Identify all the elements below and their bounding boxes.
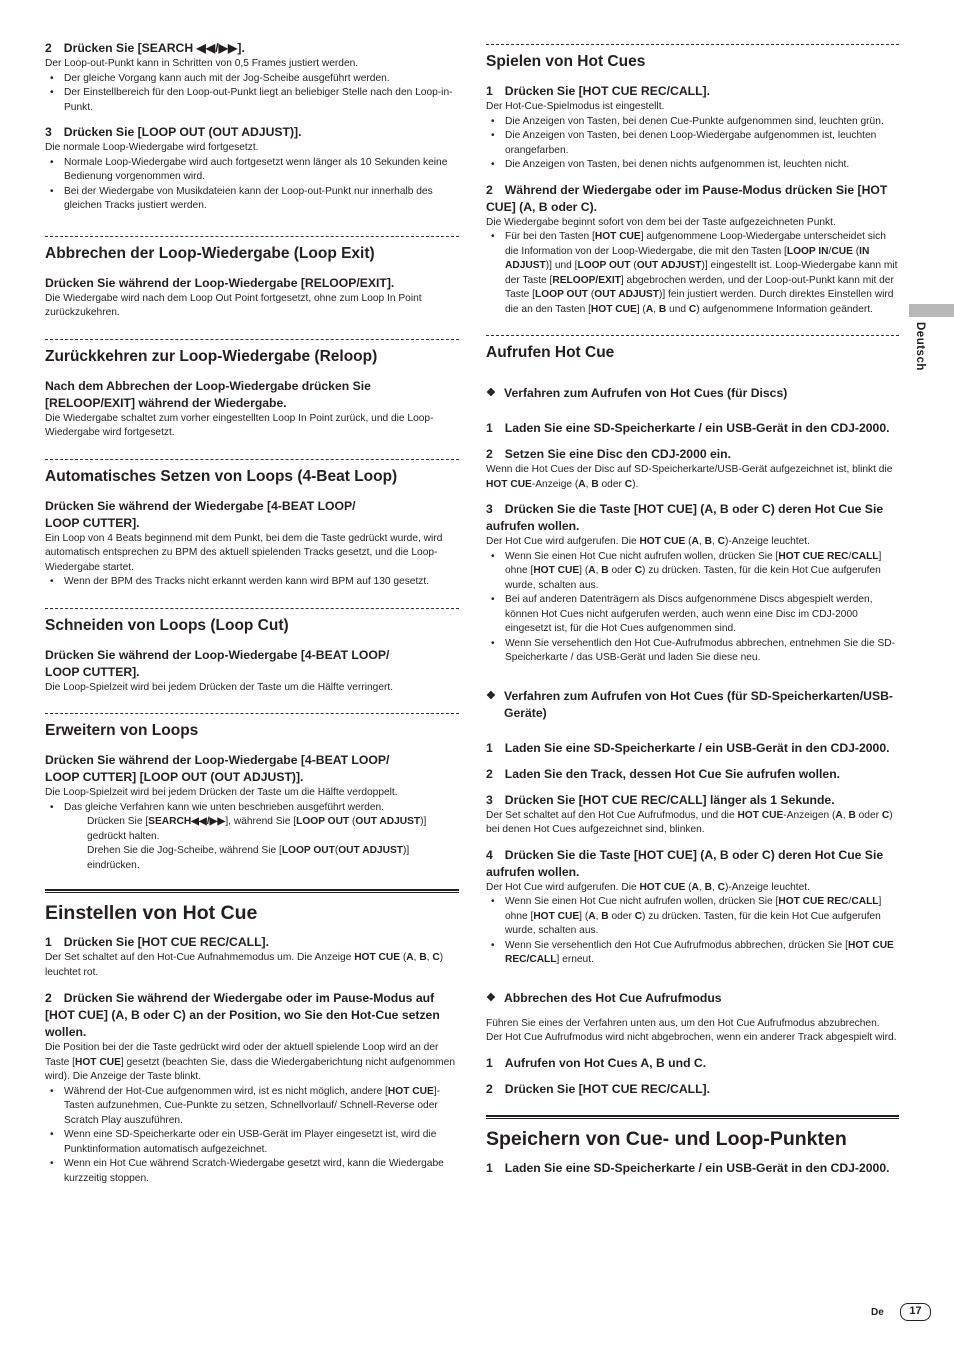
page-number: 17	[900, 1303, 931, 1321]
section-divider	[45, 459, 459, 460]
diamond-icon: ❖	[486, 991, 496, 1004]
bullet-list	[45, 801, 459, 816]
left-column: 2 Drücken Sie [SEARCH ◀◀/▶▶]. Der Loop-out-Punkt kann in Schritten von 0,5 Frames justiert werden. • Der gleiche Vorgang kann auch mit der Jog-Scheibe ausgeführt werden. • Der Einstellbereich für den Loop-out-Punkt liegt an beliebiger Stelle nach den Loop-in-Punkt. 3 Drücken Sie [LOOP OUT (OUT ADJUST)]. Die normale Loop-Wiedergabe wird fortgesetzt. • Normale Loop-Wiedergabe wird auch fortgesetzt wenn länger als 10 Sekunden keine Bedienung vorgenommen wird. • Bei der Wiedergabe von Musikdateien kann der Loop-out-Punkt nur innerhalb des gleichen Tracks justiert werden. Abbrechen der Loop-Wiedergabe (Loop Exit) Drücken Sie während der Loop-Wiedergabe [RELOOP/EXIT]. Die Wiedergabe wird nach dem Loop Out Point fortgesetzt, ohne zum Loop In Point zurückzukehren. Zurückkehren zur Loop-Wiedergabe (Reloop) Nach dem Abbrechen der Loop-Wiedergabe drücken Sie [RELOOP/EXIT] während der Wiedergabe. Die Wiedergabe schaltet zum vorher eingestellten Loop In Point zurück, und die Loop-Wiedergabe wird fortgesetzt. Automatisches Setzen von Loops (4-Beat Loop) Drücken Sie während der Wiedergabe [4-BEAT LOOP/ LOOP CUTTER]. Ein Loop von 4 Beats beginnend mit dem Punkt, bei dem die Taste gedrückt wurde, wird automatisch entsprechen zu BPM des aktuell spielenden Tracks gesetzt, und die Loop-Wiedergabe startet. • Wenn der BPM des Tracks nicht erkannt werden kann wird BPM auf 130 gesetzt. Schneiden von Loops (Loop Cut) Drücken Sie während der Loop-Wiedergabe [4-BEAT LOOP/ LOOP CUTTER]. Die Loop-Spielzeit wird bei jedem Drücken der Taste um die Hälfte verringert. Erweitern von Loops Drücken Sie während der Loop-Wiedergabe [4-BEAT LOOP/ LOOP CUTTER] [LOOP OUT (OUT ADJUST)]. Die Loop-Spielzeit wird bei jedem Drücken der Taste um die Hälfte verdoppelt. • Das gleiche Verfahren kann wie unten beschrieben ausgeführt werden. Drücken Sie [SEARCH◀◀/▶▶], während Sie [LOOP OUT (OUT ADJUST)] gedrückt halten. Drehen Sie die Jog-Scheibe, während Sie [LOOP OUT(OUT ADJUST)] eindrücken. Einstellen von Hot Cue 1 Drücken Sie [HOT CUE REC/CALL]. Der Set schaltet auf den Hot-Cue Aufnahmemodus um. Die Anzeige HOT CUE (A, B, C) leuchtet rot. 2 Drücken Sie während der Wiedergabe oder im Pause-Modus auf [HOT CUE] (A, B oder C) an der Position, wo Sie den Hot-Cue setzen wollen. Die Position bei der die Taste gedrückt wird oder der aktuell spielende Loop wird an der Taste [HOT CUE] gesetzt (beachten Sie, dass die Wiedergaberichtung nicht aufgenommen wird). Die Anzeige der Taste blinkt. • Während der Hot-Cue aufgenommen wird, ist es nicht möglich, andere [HOT CUE]-Tasten aufzunehmen, Cue-Punkte zu setzen, Schnellvorlauf/ Schnell-Reverse oder Scratch Play auszuführen. • Wenn eine SD-Speicherkarte oder ein USB-Gerät im Player eingesetzt ist, wird die Punktinformation automatisch aufgezeichnet. • Wenn ein Hot Cue während Scratch-Wiedergabe gesetzt wird, kann die Wiedergabe kurzzeitig stoppen.	[45, 40, 459, 1186]
section-title: Aufrufen Hot Cue	[486, 344, 615, 361]
desc: Die Wiedergabe beginnt sofort von dem bei der Taste aufgezeichneten Punkt.	[486, 216, 836, 228]
indented-text: Drücken Sie [SEARCH◀◀/▶▶], während Sie [LOOP OUT (OUT ADJUST)] gedrückt halten.	[87, 816, 427, 842]
step-text: Drücken Sie [LOOP OUT (OUT ADJUST)].	[63, 125, 302, 139]
step-text: Setzen Sie eine Disc den CDJ-2000 ein.	[504, 447, 732, 461]
list-item: • Wenn Sie einen Hot Cue nicht aufrufen wollen, drücken Sie [HOT CUE REC/CALL] ohne [HOT CUE] (A, B oder C) zu drücken. Tasten, für die kein Hot Cue aufgerufen wurde, schalten aus.	[486, 895, 899, 939]
bullet-list	[45, 72, 459, 116]
list-item: • Während der Hot-Cue aufgenommen wird, ist es nicht möglich, andere [HOT CUE]-Tasten aufzunehmen, Cue-Punkte zu setzen, Schnellvorlauf/ Schnell-Reverse oder Scratch Play auszuführen.	[45, 1085, 459, 1129]
desc: Der Set schaltet auf den Hot Cue Aufrufmodus, und die HOT CUE-Anzeigen (A, B oder C) bei denen Hot Cues aufgezeichnet sind, blinken.	[486, 809, 893, 835]
list-item: • Wenn der BPM des Tracks nicht erkannt werden kann wird BPM auf 130 gesetzt.	[45, 575, 459, 590]
subsection-title: ❖ Verfahren zum Aufrufen von Hot Cues (für Discs)	[486, 386, 788, 400]
step-text: Laden Sie den Track, dessen Hot Cue Sie aufrufen wollen.	[504, 766, 841, 781]
bullet-list	[486, 895, 899, 968]
major-section	[45, 889, 459, 925]
step-text: Drücken Sie [HOT CUE REC/CALL].	[63, 935, 269, 949]
major-section-title: Einstellen von Hot Cue	[45, 902, 258, 924]
section-title: Erweitern von Loops	[45, 722, 199, 739]
major-section-title: Speichern von Cue- und Loop-Punkten	[486, 1127, 847, 1150]
diamond-icon: ❖	[486, 689, 496, 702]
list-item: • Normale Loop-Wiedergabe wird auch fortgesetzt wenn länger als 10 Sekunden keine Bedienung vorgenommen wird.	[45, 156, 459, 185]
desc: Der Hot Cue wird aufgerufen. Die HOT CUE (A, B, C)-Anzeige leuchtet.	[486, 536, 810, 547]
list-item: • Wenn eine SD-Speicherkarte oder ein USB-Gerät im Player eingesetzt ist, wird die Punktinformation automatisch aufgezeichnet.	[45, 1128, 459, 1157]
desc: Die Position bei der die Taste gedrückt wird oder der aktuell spielende Loop wird an der Taste [HOT CUE] gesetzt (beachten Sie, dass die Wiedergaberichtung nicht aufgenommen wird). Die Anzeige der Taste blinkt.	[45, 1042, 455, 1082]
desc: Der Set schaltet auf den Hot-Cue Aufnahmemodus um. Die Anzeige HOT CUE (A, B, C) leuchtet rot.	[45, 952, 444, 978]
bullet-list	[486, 230, 899, 317]
subsection-title: ❖ Verfahren zum Aufrufen von Hot Cues (für SD-Speicherkarten/USB-Geräte)	[486, 688, 893, 720]
list-item: • Die Anzeigen von Tasten, bei denen nichts aufgenommen ist, leuchten nicht.	[486, 158, 899, 173]
list-item: • Bei auf anderen Datenträgern als Discs aufgenommene Discs abgespielt werden, können Hot Cues nicht aufgerufen werden, auch wenn eine Disc im CDJ-2000 eingesetzt ist, für die Hot Cues aufgenommen sind.	[486, 593, 899, 637]
major-section	[486, 1115, 899, 1151]
section-divider	[45, 608, 459, 609]
desc: Der Hot-Cue-Spielmodus ist eingestellt.	[486, 101, 665, 112]
list-item: • Wenn Sie versehentlich den Hot Cue-Aufrufmodus abbrechen, entnehmen Sie die SD-Speicherkarte / das USB-Gerät und laden Sie diese neu.	[486, 637, 899, 666]
desc: Führen Sie eines der Verfahren unten aus, um den Hot Cue Aufrufmodus abzubrechen.	[486, 1017, 880, 1029]
section-divider	[486, 335, 899, 336]
section-title: Zurückkehren zur Loop-Wiedergabe (Reloop)	[45, 347, 378, 365]
list-item: • Die Anzeigen von Tasten, bei denen Loop-Wiedergabe aufgenommen ist, leuchten orangefarben.	[486, 129, 899, 158]
subsection-title: ❖ Abbrechen des Hot Cue Aufrufmodus	[486, 990, 722, 1005]
diamond-icon: ❖	[486, 387, 496, 399]
bullet-list	[486, 115, 899, 173]
step-text: Drücken Sie die Taste [HOT CUE] (A, B oder C) deren Hot Cue Sie aufrufen wollen.	[486, 502, 884, 533]
step-text: Während der Wiedergabe oder im Pause-Modus drücken Sie [HOT CUE] (A, B oder C).	[486, 182, 888, 214]
step-desc: Der Loop-out-Punkt kann in Schritten von 0,5 Frames justiert werden.	[45, 58, 359, 69]
step-text: Laden Sie eine SD-Speicherkarte / ein USB-Gerät in den CDJ-2000.	[504, 421, 890, 435]
right-column: Spielen von Hot Cues 1 Drücken Sie [HOT CUE REC/CALL]. Der Hot-Cue-Spielmodus ist eingestellt. • Die Anzeigen von Tasten, bei denen Cue-Punkte aufgenommen sind, leuchten grün. • Die Anzeigen von Tasten, bei denen Loop-Wiedergabe aufgenommen ist, leuchten orangefarben. • Die Anzeigen von Tasten, bei denen nichts aufgenommen ist, leuchten nicht. 2 Während der Wiedergabe oder im Pause-Modus drücken Sie [HOT CUE] (A, B oder C). Die Wiedergabe beginnt sofort von dem bei der Taste aufgezeichneten Punkt. • Für bei den Tasten [HOT CUE] aufgenommene Loop-Wiedergabe unterscheidet sich die Information von der Loop-Wiedergabe, die mit den Tasten [LOOP IN/CUE (IN ADJUST)] und [LOOP OUT (OUT ADJUST)] eingestellt ist. Loop-Wiedergabe kann mit der Taste [RELOOP/EXIT] abgebrochen werden, und der Loop-out-Punkt kann mit der Taste [LOOP OUT (OUT ADJUST)] fein justiert werden. Durch direktes Einstellen wird die an den Tasten [HOT CUE] (A, B und C) aufgenommene Information geändert. Aufrufen Hot Cue ❖ Verfahren zum Aufrufen von Hot Cues (für Discs) 1 Laden Sie eine SD-Speicherkarte / ein USB-Gerät in den CDJ-2000. 2 Setzen Sie eine Disc den CDJ-2000 ein. Wenn die Hot Cues der Disc auf SD-Speicherkarte/USB-Gerät aufgezeichnet ist, blinkt die HOT CUE-Anzeige (A, B oder C). 3 Drücken Sie die Taste [HOT CUE] (A, B oder C) deren Hot Cue Sie aufrufen wollen. Der Hot Cue wird aufgerufen. Die HOT CUE (A, B, C)-Anzeige leuchtet. • Wenn Sie einen Hot Cue nicht aufrufen wollen, drücken Sie [HOT CUE REC/CALL] ohne [HOT CUE] (A, B oder C) zu drücken. Tasten, für die kein Hot Cue aufgerufen wurde, schalten aus. • Bei auf anderen Datenträgern als Discs aufgenommene Discs abgespielt werden, können Hot Cues nicht aufgerufen werden, auch wenn eine Disc im CDJ-2000 eingesetzt ist, für die Hot Cues aufgenommen sind. • Wenn Sie versehentlich den Hot Cue-Aufrufmodus abbrechen, entnehmen Sie die SD-Speicherkarte / das USB-Gerät und laden Sie diese neu. ❖ Verfahren zum Aufrufen von Hot Cues (für SD-Speicherkarten/USB-Geräte) 1 Laden Sie eine SD-Speicherkarte / ein USB-Gerät in den CDJ-2000. 2 Laden Sie den Track, dessen Hot Cue Sie aufrufen wollen. 3 Drücken Sie [HOT CUE REC/CALL] länger als 1 Sekunde. Der Set schaltet auf den Hot Cue Aufrufmodus, und die HOT CUE-Anzeigen (A, B oder C) bei denen Hot Cues aufgezeichnet sind, blinken. 4 Drücken Sie die Taste [HOT CUE] (A, B oder C) deren Hot Cue Sie aufrufen wollen. Der Hot Cue wird aufgerufen. Die HOT CUE (A, B, C)-Anzeige leuchtet. • Wenn Sie einen Hot Cue nicht aufrufen wollen, drücken Sie [HOT CUE REC/CALL] ohne [HOT CUE] (A, B oder C) zu drücken. Tasten, für die kein Hot Cue aufgerufen wurde, schalten aus. • Wenn Sie versehentlich den Hot Cue Aufrufmodus abbrechen, drücken Sie [HOT CUE REC/CALL] erneut. ❖ Abbrechen des Hot Cue Aufrufmodus Führen Sie eines der Verfahren unten aus, um den Hot Cue Aufrufmodus abzubrechen. Der Hot Cue Aufrufmodus wird nicht abgebrochen, wenn ein anderer Track abgespielt wird. 1 Aufrufen von Hot Cues A, B und C. 2 Drücken Sie [HOT CUE REC/CALL]. Speichern von Cue- und Loop-Punkten 1 Laden Sie eine SD-Speicherkarte / ein USB-Gerät in den CDJ-2000.	[486, 40, 899, 1177]
list-item: • Der gleiche Vorgang kann auch mit der Jog-Scheibe ausgeführt werden.	[45, 72, 459, 87]
bullet-list	[486, 550, 899, 666]
list-item: • Wenn Sie einen Hot Cue nicht aufrufen wollen, drücken Sie [HOT CUE REC/CALL] ohne [HOT CUE] (A, B oder C) zu drücken. Tasten, für die kein Hot Cue aufgerufen wurde, schalten aus.	[486, 550, 899, 594]
step-text: Drücken Sie [HOT CUE REC/CALL].	[504, 84, 710, 98]
instruction: Drücken Sie während der Wiedergabe [4-BEAT LOOP/ LOOP CUTTER].	[45, 498, 356, 530]
desc: Die Wiedergabe wird nach dem Loop Out Point fortgesetzt, ohne zum Loop In Point zurückzukehren.	[45, 292, 422, 318]
section-title: Schneiden von Loops (Loop Cut)	[45, 616, 289, 634]
section-divider	[45, 713, 459, 714]
step-text: Drücken Sie die Taste [HOT CUE] (A, B oder C) deren Hot Cue Sie aufrufen wollen.	[486, 847, 884, 879]
instruction: Drücken Sie während der Loop-Wiedergabe [4-BEAT LOOP/ LOOP CUTTER].	[45, 647, 390, 679]
indented-text: Drehen Sie die Jog-Scheibe, während Sie [LOOP OUT(OUT ADJUST)] eindrücken.	[87, 845, 410, 871]
bullet-list	[45, 575, 459, 590]
language-tab	[909, 304, 954, 317]
list-item: • Der Einstellbereich für den Loop-out-Punkt liegt an beliebiger Stelle nach den Loop-in-Punkt.	[45, 86, 459, 115]
instruction: Drücken Sie während der Loop-Wiedergabe [RELOOP/EXIT].	[45, 275, 395, 290]
list-item: • Für bei den Tasten [HOT CUE] aufgenommene Loop-Wiedergabe unterscheidet sich die Information von der Loop-Wiedergabe, die mit den Tasten [LOOP IN/CUE (IN ADJUST)] und [LOOP OUT (OUT ADJUST)] eingestellt ist. Loop-Wiedergabe kann mit der Taste [RELOOP/EXIT] abgebrochen werden, und der Loop-out-Punkt kann mit der Taste [LOOP OUT (OUT ADJUST)] fein justiert werden. Durch direktes Einstellen wird die an den Tasten [HOT CUE] (A, B und C) aufgenommene Information geändert.	[486, 230, 899, 317]
section-title: Spielen von Hot Cues	[486, 53, 646, 70]
step-desc: Die normale Loop-Wiedergabe wird fortgesetzt.	[45, 142, 259, 153]
section-rule	[45, 889, 459, 893]
desc: Ein Loop von 4 Beats beginnend mit dem Punkt, bei dem die Taste gedrückt wurde, wird automatisch entsprechen zu BPM des aktuell spielenden Tracks gesetzt, und die Loop-Wiedergabe startet.	[45, 532, 443, 573]
instruction: Nach dem Abbrechen der Loop-Wiedergabe drücken Sie [RELOOP/EXIT] während der Wiedergabe.	[45, 378, 371, 410]
language-label: Deutsch	[914, 322, 926, 371]
list-item: • Wenn ein Hot Cue während Scratch-Wiedergabe gesetzt wird, kann die Wiedergabe kurzzeitig stoppen.	[45, 1157, 459, 1186]
step-search: 2 Drücken Sie [SEARCH ◀◀/▶▶]. Der Loop-out-Punkt kann in Schritten von 0,5 Frames justiert werden. • Der gleiche Vorgang kann auch mit der Jog-Scheibe ausgeführt werden. • Der Einstellbereich für den Loop-out-Punkt liegt an beliebiger Stelle nach den Loop-in-Punkt.	[45, 40, 459, 115]
bullet-list	[45, 1085, 459, 1187]
footer-language: De	[871, 1307, 884, 1318]
step-text: Drücken Sie [SEARCH ◀◀/▶▶].	[63, 41, 245, 55]
list-item: • Das gleiche Verfahren kann wie unten beschrieben ausgeführt werden.	[45, 801, 459, 816]
desc: Die Loop-Spielzeit wird bei jedem Drücken der Taste um die Hälfte verdoppelt.	[45, 787, 398, 798]
section-title: Abbrechen der Loop-Wiedergabe (Loop Exit)	[45, 244, 375, 262]
section-divider	[45, 236, 459, 237]
step-text: Drücken Sie [HOT CUE REC/CALL].	[504, 1081, 710, 1096]
list-item: • Wenn Sie versehentlich den Hot Cue Aufrufmodus abbrechen, drücken Sie [HOT CUE REC/CALL] erneut.	[486, 939, 899, 968]
section-divider	[486, 44, 899, 45]
step-text: Laden Sie eine SD-Speicherkarte / ein USB-Gerät in den CDJ-2000.	[504, 1160, 890, 1175]
section-rule	[486, 1115, 899, 1119]
list-item: • Bei der Wiedergabe von Musikdateien kann der Loop-out-Punkt nur innerhalb des gleichen Tracks justiert werden.	[45, 185, 459, 214]
step-text: Drücken Sie [HOT CUE REC/CALL] länger als 1 Sekunde.	[504, 792, 835, 807]
step-text: Drücken Sie während der Wiedergabe oder im Pause-Modus auf [HOT CUE] (A, B oder C) an der Position, wo Sie den Hot-Cue setzen wollen.	[45, 991, 440, 1039]
step-text: Aufrufen von Hot Cues A, B und C.	[504, 1055, 707, 1070]
section-divider	[45, 339, 459, 340]
desc: Die Wiedergabe schaltet zum vorher eingestellten Loop In Point zurück, und die Loop-Wiedergabe wird fortgesetzt.	[45, 412, 434, 438]
desc: Wenn die Hot Cues der Disc auf SD-Speicherkarte/USB-Gerät aufgezeichnet ist, blinkt die HOT CUE-Anzeige (A, B oder C).	[486, 464, 893, 490]
instruction: Drücken Sie während der Loop-Wiedergabe [4-BEAT LOOP/ LOOP CUTTER] [LOOP OUT (OUT ADJUST)].	[45, 753, 390, 784]
step-loop-out: 3 Drücken Sie [LOOP OUT (OUT ADJUST)]. Die normale Loop-Wiedergabe wird fortgesetzt. • Normale Loop-Wiedergabe wird auch fortgesetzt wenn länger als 10 Sekunden keine Bedienung vorgenommen wird. • Bei der Wiedergabe von Musikdateien kann der Loop-out-Punkt nur innerhalb des gleichen Tracks justiert werden.	[45, 124, 459, 214]
desc: Die Loop-Spielzeit wird bei jedem Drücken der Taste um die Hälfte verringert.	[45, 681, 394, 693]
list-item: • Die Anzeigen von Tasten, bei denen Cue-Punkte aufgenommen sind, leuchten grün.	[486, 115, 899, 130]
step-text: Laden Sie eine SD-Speicherkarte / ein USB-Gerät in den CDJ-2000.	[504, 740, 890, 755]
bullet-list	[45, 156, 459, 214]
desc: Der Hot Cue wird aufgerufen. Die HOT CUE (A, B, C)-Anzeige leuchtet.	[486, 881, 810, 893]
section-title: Automatisches Setzen von Loops (4-Beat Loop)	[45, 467, 398, 485]
desc: Der Hot Cue Aufrufmodus wird nicht abgebrochen, wenn ein anderer Track abgespielt wird.	[486, 1032, 897, 1043]
